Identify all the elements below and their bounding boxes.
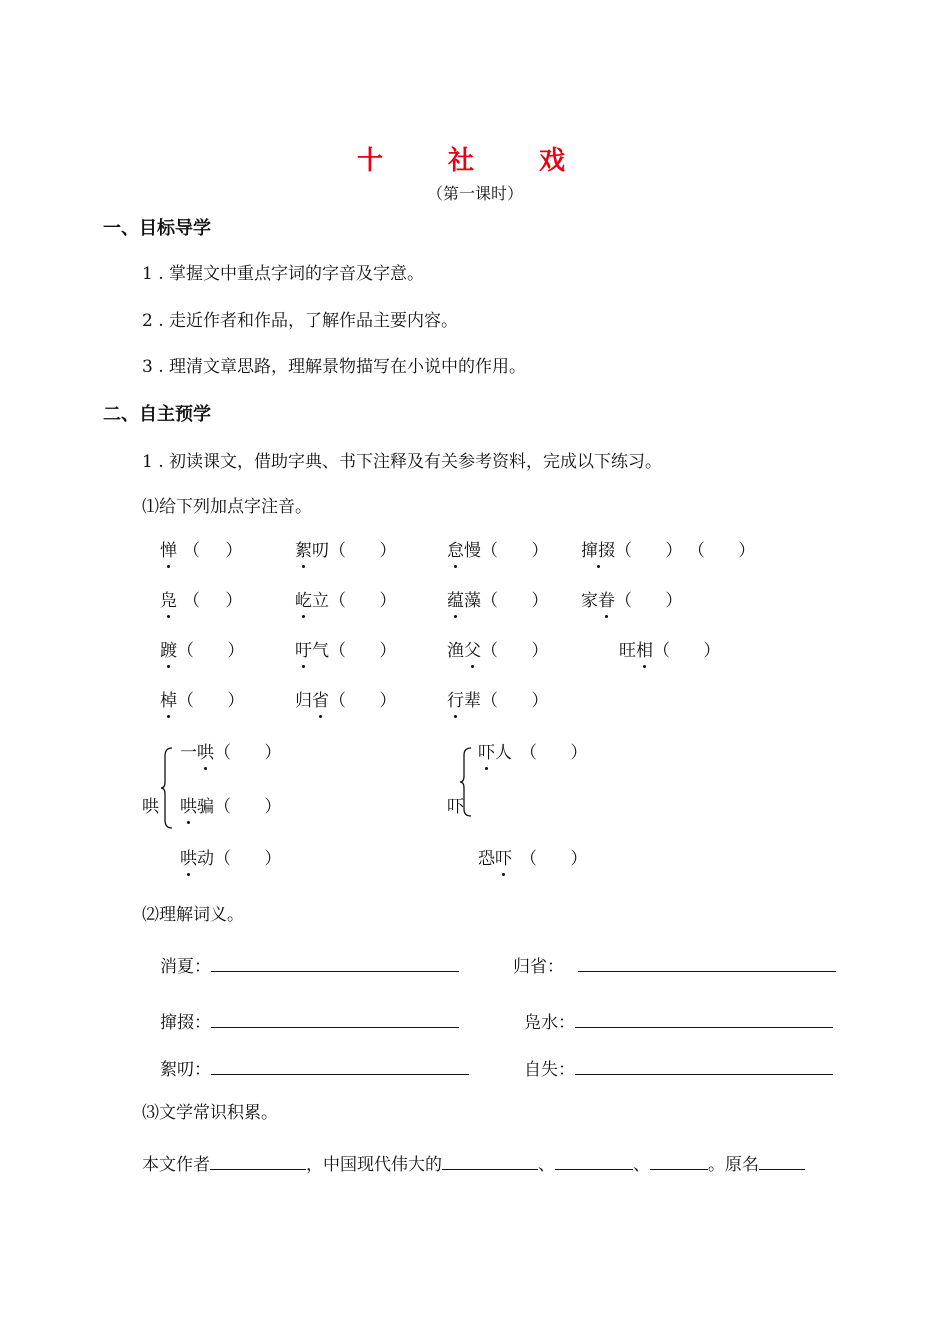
answer-paren: （ ） xyxy=(520,743,602,763)
answer-paren: （ ） xyxy=(214,743,296,763)
section-heading-prestudy: 二、自主预学 xyxy=(103,404,211,425)
pinyin-item-guixing: 归省（ ） xyxy=(295,691,411,711)
hong-item-3: 哄动（ ） xyxy=(180,849,296,869)
answer-blank[interactable] xyxy=(575,1011,833,1028)
answer-paren: （ ） xyxy=(214,849,296,869)
answer-blank[interactable] xyxy=(759,1153,805,1170)
answer-paren: （ ） xyxy=(329,691,411,711)
literature-fill-line: 本文作者 ，中国现代伟大的 、 、 。原名 xyxy=(142,1153,805,1174)
pinyin-item-daiman: 怠慢（ ） xyxy=(447,541,563,561)
answer-blank[interactable] xyxy=(650,1153,708,1170)
answer-paren: （ ） xyxy=(520,849,602,869)
meaning-guixing: 归省： xyxy=(513,955,836,976)
answer-paren: （ ） xyxy=(615,591,697,611)
question-1-title: ⑴给下列加点字注音。 xyxy=(142,497,312,517)
meaning-xudao: 絮叨： xyxy=(160,1058,469,1079)
goal-item-1: 1 . 掌握文中重点字词的字音及字意。 xyxy=(142,264,425,284)
answer-blank[interactable] xyxy=(210,1153,306,1170)
page-title: 十 社 戏 xyxy=(356,146,594,176)
pinyin-item-cuanduo: 撺掇（ ）（ ） xyxy=(581,541,770,561)
answer-blank[interactable] xyxy=(211,1011,459,1028)
goal-item-3: 3 . 理清文章思路，理解景物描写在小说中的作用。 xyxy=(142,357,527,377)
answer-paren: （ ） xyxy=(481,691,563,711)
answer-paren: （ ） xyxy=(329,641,411,661)
goal-item-2: 2 . 走近作者和作品，了解作品主要内容。 xyxy=(142,311,459,331)
pinyin-item-hangbei: 行辈（ ） xyxy=(447,691,563,711)
answer-blank[interactable] xyxy=(211,955,459,972)
answer-paren: （ ）（ ） xyxy=(615,541,770,561)
pinyin-item-yufu: 渔父（ ） xyxy=(447,641,563,661)
meaning-cuanduo: 撺掇： xyxy=(160,1011,459,1032)
section-heading-goals: 一、目标导学 xyxy=(103,218,211,239)
meaning-xiaoxia: 消夏： xyxy=(160,955,459,976)
answer-blank[interactable] xyxy=(578,955,836,972)
answer-blank[interactable] xyxy=(211,1058,469,1075)
meaning-fushui: 凫水： xyxy=(524,1011,833,1032)
answer-blank[interactable] xyxy=(555,1153,633,1170)
pinyin-item-duo: 踱（ ） xyxy=(160,641,259,661)
brace-hong xyxy=(160,746,174,830)
answer-paren: （ ） xyxy=(214,797,296,817)
pinyin-item-xuqi: 吁气（ ） xyxy=(295,641,411,661)
question-2-title: ⑵理解词义。 xyxy=(142,905,244,925)
answer-paren: （ ） xyxy=(481,641,563,661)
answer-paren: （ ） xyxy=(481,541,563,561)
answer-paren: （ ） xyxy=(183,541,253,561)
answer-paren: （ ） xyxy=(329,541,411,561)
hong-item-2: 哄骗（ ） xyxy=(180,797,296,817)
answer-paren: （ ） xyxy=(177,641,259,661)
pinyin-item-zhao: 棹（ ） xyxy=(160,691,259,711)
xia-item-2: 恐吓 （ ） xyxy=(478,849,602,869)
answer-paren: （ ） xyxy=(183,591,253,611)
prestudy-intro: 1 . 初读课文，借助字典、书下注释及有关参考资料，完成以下练习。 xyxy=(142,452,663,472)
polyphone-hong-char: 哄 xyxy=(142,797,159,817)
pinyin-item-xudao: 絮叨（ ） xyxy=(295,541,411,561)
question-3-title: ⑶文学常识积累。 xyxy=(142,1103,278,1123)
hong-item-1: 一哄（ ） xyxy=(180,743,296,763)
polyphone-xia-char: 吓 xyxy=(447,797,464,817)
answer-blank[interactable] xyxy=(442,1153,538,1170)
pinyin-item-yunzao: 蕴藻（ ） xyxy=(447,591,563,611)
answer-blank[interactable] xyxy=(575,1058,833,1075)
answer-paren: （ ） xyxy=(329,591,411,611)
meaning-zishi: 自失： xyxy=(524,1058,833,1079)
page-subtitle: （第一课时） xyxy=(426,184,523,203)
answer-paren: （ ） xyxy=(481,591,563,611)
pinyin-item-yili: 屹立（ ） xyxy=(295,591,411,611)
pinyin-item-wangxiang: 旺相（ ） xyxy=(619,641,735,661)
pinyin-item-dan: 惮 （ ） xyxy=(160,541,253,561)
pinyin-item-fu: 凫 （ ） xyxy=(160,591,253,611)
pinyin-item-jiajuan: 家眷（ ） xyxy=(581,591,697,611)
brace-xia xyxy=(459,746,473,818)
answer-paren: （ ） xyxy=(177,691,259,711)
xia-item-1: 吓人 （ ） xyxy=(478,743,602,763)
answer-paren: （ ） xyxy=(653,641,735,661)
